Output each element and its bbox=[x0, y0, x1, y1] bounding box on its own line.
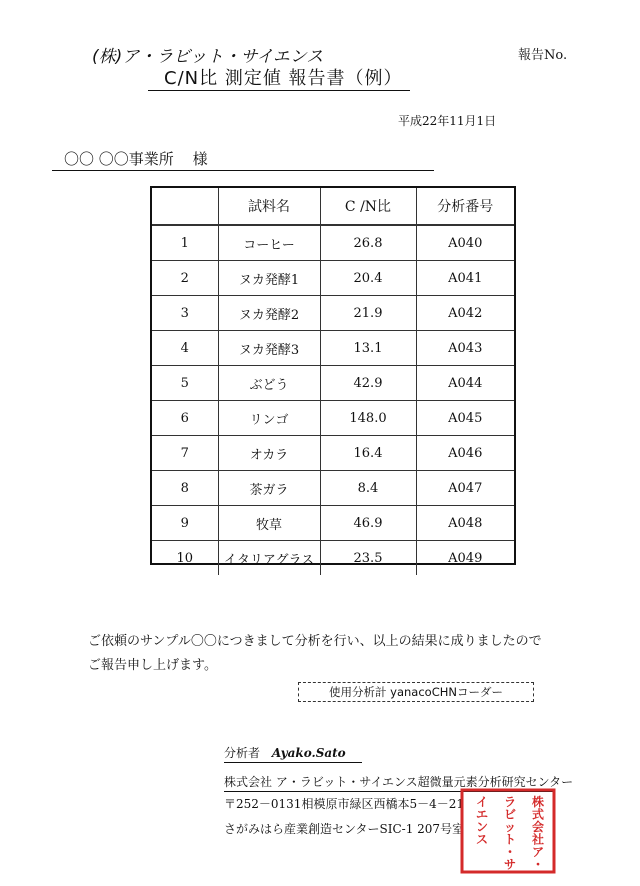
seal-character: ・ bbox=[503, 845, 517, 859]
table-row bbox=[152, 226, 514, 261]
table-row bbox=[152, 436, 514, 471]
row-code: A044 bbox=[416, 366, 514, 401]
row-no: 3 bbox=[152, 296, 218, 331]
row-sample: ヌカ発酵1 bbox=[218, 261, 320, 296]
recipient-underline bbox=[52, 170, 434, 171]
seal-character: ッ bbox=[503, 820, 517, 834]
lab-building: さがみはら産業創造センターSIC-1 207号室 bbox=[224, 822, 465, 836]
row-sample: 牧草 bbox=[218, 506, 320, 541]
seal-character: ア bbox=[531, 845, 545, 859]
row-no: 2 bbox=[152, 261, 218, 296]
company-heading: (株)ア・ラビット・サイエンス bbox=[92, 47, 324, 67]
seal-character: ト bbox=[503, 832, 517, 847]
title-underline bbox=[148, 90, 410, 91]
header-analysis-number: 分析番号 bbox=[416, 188, 514, 225]
seal-character: 社 bbox=[531, 832, 545, 847]
row-code: A049 bbox=[448, 550, 483, 566]
row-no: 4 bbox=[152, 331, 218, 366]
row-cn: 148.0 bbox=[320, 401, 416, 436]
seal-character: ン bbox=[475, 820, 489, 834]
table-row bbox=[152, 506, 514, 541]
row-code: A041 bbox=[416, 261, 514, 296]
analyst-label: 分析者 bbox=[224, 746, 261, 760]
row-no: 9 bbox=[152, 506, 218, 541]
row-cn: 26.8 bbox=[320, 226, 416, 261]
company-seal-stamp bbox=[458, 786, 558, 876]
table-row bbox=[152, 366, 514, 401]
row-sample: コーヒー bbox=[218, 226, 320, 261]
seal-character: ・ bbox=[531, 857, 545, 872]
seal-character: ス bbox=[475, 832, 489, 847]
message-text bbox=[88, 630, 542, 678]
message-line-1: ご依頼のサンプル〇〇につきまして分析を行い、以上の結果に成りましたので bbox=[88, 634, 542, 649]
seal-characters bbox=[476, 794, 544, 872]
row-cn: 21.9 bbox=[320, 296, 416, 331]
row-sample: オカラ bbox=[218, 436, 320, 471]
results-table bbox=[152, 188, 514, 575]
row-sample: リンゴ bbox=[218, 401, 320, 436]
row-code: A043 bbox=[416, 331, 514, 366]
row-no: 10 bbox=[152, 541, 218, 576]
table-row bbox=[152, 296, 514, 331]
report-number-label: 報告No. bbox=[518, 48, 568, 63]
row-cn: 46.9 bbox=[320, 506, 416, 541]
table-row bbox=[152, 401, 514, 436]
seal-character: エ bbox=[475, 807, 489, 822]
row-no: 7 bbox=[152, 436, 218, 471]
document-title: C/N比 測定値 報告書（例） bbox=[164, 68, 403, 89]
row-no: 5 bbox=[152, 366, 218, 401]
row-no: 1 bbox=[152, 226, 218, 261]
header-cn-ratio: C /N比 bbox=[320, 188, 416, 225]
table-header-row bbox=[152, 188, 514, 225]
row-cn: 16.4 bbox=[320, 436, 416, 471]
table-row bbox=[152, 541, 514, 576]
analyst-underline bbox=[224, 762, 362, 763]
seal-character: サ bbox=[503, 857, 517, 872]
table-row bbox=[152, 471, 514, 506]
table-row bbox=[152, 331, 514, 366]
row-sample: ヌカ発酵2 bbox=[218, 296, 320, 331]
seal-character: 会 bbox=[531, 820, 545, 834]
row-code: A042 bbox=[416, 296, 514, 331]
seal-character: ビ bbox=[503, 807, 517, 822]
row-no: 6 bbox=[152, 401, 218, 436]
instrument-note: 使用分析計 yanacoCHNコーダー bbox=[298, 682, 534, 702]
seal-character: ラ bbox=[503, 795, 517, 809]
row-code: A045 bbox=[416, 401, 514, 436]
lab-address: 〒252－0131相模原市緑区西橋本5－4－21 bbox=[224, 797, 464, 811]
row-cn: 20.4 bbox=[320, 261, 416, 296]
recipient-honorific: 様 bbox=[192, 150, 208, 168]
seal-character: 式 bbox=[531, 807, 545, 822]
header-no bbox=[152, 188, 218, 225]
row-cn: 13.1 bbox=[320, 331, 416, 366]
row-cn: 8.4 bbox=[320, 471, 416, 506]
row-no: 8 bbox=[152, 471, 218, 506]
recipient bbox=[64, 148, 208, 169]
seal-character: イ bbox=[475, 795, 489, 809]
row-cn: 42.9 bbox=[320, 366, 416, 401]
row-code: A047 bbox=[416, 471, 514, 506]
report-date: 平成22年11月1日 bbox=[398, 114, 497, 128]
table-row bbox=[152, 261, 514, 296]
row-sample: イタリアグラス bbox=[218, 541, 320, 576]
results-table-frame bbox=[150, 186, 516, 568]
message-line-2: ご報告申し上げます。 bbox=[88, 658, 217, 673]
row-sample: ヌカ発酵3 bbox=[218, 331, 320, 366]
row-sample: 茶ガラ bbox=[218, 471, 320, 506]
row-code: A040 bbox=[416, 226, 514, 261]
seal-character: 株 bbox=[531, 795, 545, 809]
row-sample: ぶどう bbox=[218, 366, 320, 401]
row-code: A046 bbox=[416, 436, 514, 471]
header-sample-name: 試料名 bbox=[218, 188, 320, 225]
recipient-name: 〇〇 〇〇事業所 bbox=[64, 150, 174, 168]
analyst bbox=[224, 744, 346, 761]
lab-name: 株式会社 ア・ラビット・サイエンス超微量元素分析研究センター bbox=[224, 775, 574, 789]
analyst-signature: Ayako.Sato bbox=[271, 746, 346, 760]
row-code: A048 bbox=[416, 506, 514, 541]
row-cn: 23.5 bbox=[320, 541, 416, 576]
